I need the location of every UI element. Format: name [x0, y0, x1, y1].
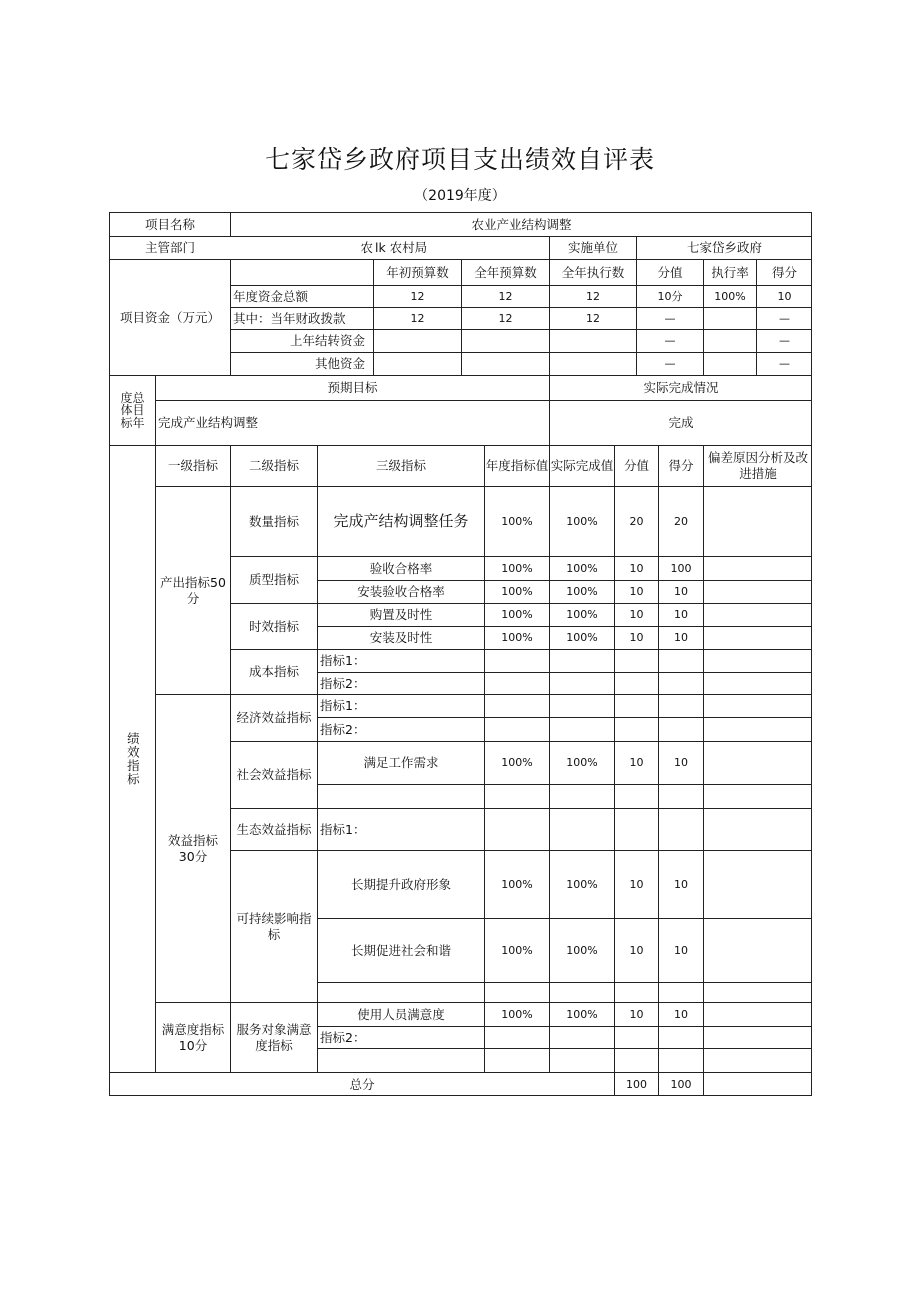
funds-value: — — [636, 329, 703, 352]
deviation-note — [703, 784, 812, 808]
score-value: 10 — [614, 580, 658, 603]
level3-indicator: 长期促进社会和谐 — [317, 918, 484, 982]
score-value — [614, 1026, 658, 1048]
funds-value — [549, 352, 636, 375]
actual-goal-label: 实际完成情况 — [549, 375, 812, 400]
level3-indicator: 完成产结构调整任务 — [317, 486, 484, 556]
score-value: 10 — [614, 556, 658, 580]
actual-value: 100% — [549, 580, 614, 603]
actual-value: 100% — [549, 918, 614, 982]
perf-header: 实际完成值 — [549, 445, 614, 486]
actual-goal-value: 完成 — [549, 400, 812, 445]
deviation-note — [703, 603, 812, 626]
score-value — [614, 717, 658, 741]
funds-value — [373, 329, 461, 352]
funds-value — [373, 352, 461, 375]
target-value: 100% — [484, 556, 549, 580]
got-value: 20 — [658, 486, 703, 556]
got-value: 10 — [658, 580, 703, 603]
deviation-note — [703, 672, 812, 694]
deviation-note — [703, 982, 812, 1002]
deviation-note — [703, 649, 812, 672]
level3-indicator — [317, 784, 484, 808]
perf-header: 二级指标 — [230, 445, 317, 486]
target-value: 100% — [484, 918, 549, 982]
actual-value — [549, 694, 614, 717]
deviation-note — [703, 741, 812, 784]
target-value — [484, 694, 549, 717]
actual-value — [549, 649, 614, 672]
target-value — [484, 982, 549, 1002]
deviation-note — [703, 850, 812, 918]
overall-goal-side-label: 度总体目标年 — [109, 375, 155, 445]
target-value — [484, 649, 549, 672]
expected-goal-label: 预期目标 — [155, 375, 549, 400]
got-value: 10 — [658, 603, 703, 626]
target-value: 100% — [484, 603, 549, 626]
funds-header: 全年执行数 — [549, 259, 636, 285]
level2-indicator: 服务对象满意度指标 — [230, 1002, 317, 1072]
level1-output: 产出指标50分 — [155, 486, 230, 694]
target-value — [484, 1026, 549, 1048]
score-value — [614, 982, 658, 1002]
score-value — [614, 649, 658, 672]
page-title: 七家岱乡政府项目支出绩效自评表 — [264, 145, 655, 174]
deviation-note — [703, 1002, 812, 1026]
funds-value: — — [636, 352, 703, 375]
target-value: 100% — [484, 741, 549, 784]
deviation-note — [703, 717, 812, 741]
actual-value: 100% — [549, 556, 614, 580]
project-name-label: 项目名称 — [109, 212, 230, 236]
target-value — [484, 808, 549, 850]
funds-value — [703, 307, 756, 329]
level3-indicator — [317, 982, 484, 1002]
funds-header: 分值 — [636, 259, 703, 285]
got-value — [658, 982, 703, 1002]
funds-value: 10 — [756, 285, 812, 307]
page-subtitle-year: （2019年度） — [414, 188, 506, 204]
level3-indicator: 指标1： — [317, 694, 484, 717]
level3-indicator: 安装验收合格率 — [317, 580, 484, 603]
target-value: 100% — [484, 850, 549, 918]
perf-header: 偏差原因分析及改进措施 — [703, 445, 812, 486]
got-value: 10 — [658, 918, 703, 982]
funds-header: 年初预算数 — [373, 259, 461, 285]
got-value: 10 — [658, 626, 703, 649]
actual-value — [549, 982, 614, 1002]
got-value — [658, 672, 703, 694]
score-value: 10 — [614, 626, 658, 649]
level3-indicator — [317, 1048, 484, 1072]
deviation-note — [703, 918, 812, 982]
total-note — [703, 1072, 812, 1096]
funds-value — [703, 352, 756, 375]
actual-value: 100% — [549, 603, 614, 626]
target-value — [484, 717, 549, 741]
deviation-note — [703, 1048, 812, 1072]
funds-value: — — [756, 352, 812, 375]
deviation-note — [703, 556, 812, 580]
funds-value: — — [756, 307, 812, 329]
score-value: 10 — [614, 918, 658, 982]
score-value — [614, 694, 658, 717]
impl-unit-value: 七家岱乡政府 — [636, 236, 812, 259]
deviation-note — [703, 486, 812, 556]
actual-value — [549, 1048, 614, 1072]
level2-indicator: 经济效益指标 — [230, 694, 317, 741]
funds-value: — — [636, 307, 703, 329]
level3-indicator: 指标2： — [317, 672, 484, 694]
score-value: 10 — [614, 603, 658, 626]
dept-value-a: 农 — [230, 236, 373, 259]
score-value: 10 — [614, 1002, 658, 1026]
actual-value: 100% — [549, 626, 614, 649]
target-value: 100% — [484, 1002, 549, 1026]
score-value — [614, 672, 658, 694]
funds-row-label: 其他资金 — [230, 352, 373, 375]
funds-value: — — [756, 329, 812, 352]
funds-value — [703, 329, 756, 352]
actual-value: 100% — [549, 1002, 614, 1026]
level3-indicator: 指标1： — [317, 649, 484, 672]
target-value — [484, 672, 549, 694]
level3-indicator: 验收合格率 — [317, 556, 484, 580]
score-value: 10 — [614, 850, 658, 918]
level2-indicator: 生态效益指标 — [230, 808, 317, 850]
funds-header: 执行率 — [703, 259, 756, 285]
target-value: 100% — [484, 580, 549, 603]
actual-value — [549, 717, 614, 741]
funds-value: 12 — [461, 285, 549, 307]
perf-header: 分值 — [614, 445, 658, 486]
got-value: 10 — [658, 741, 703, 784]
project-name-value: 农业产业结构调整 — [230, 212, 812, 236]
funds-value: 12 — [549, 285, 636, 307]
actual-value: 100% — [549, 741, 614, 784]
level3-indicator: 安装及时性 — [317, 626, 484, 649]
level2-indicator: 社会效益指标 — [230, 741, 317, 808]
got-value — [658, 1048, 703, 1072]
perf-header: 一级指标 — [155, 445, 230, 486]
deviation-note — [703, 580, 812, 603]
funds-label: 项目资金（万元） — [109, 259, 230, 375]
got-value — [658, 1026, 703, 1048]
got-value — [658, 717, 703, 741]
expected-goal-value: 完成产业结构调整 — [155, 400, 549, 445]
perf-header: 三级指标 — [317, 445, 484, 486]
level2-indicator: 数量指标 — [230, 486, 317, 556]
got-value: 10 — [658, 1002, 703, 1026]
funds-row-label: 上年结转资金 — [230, 329, 373, 352]
actual-value: 100% — [549, 850, 614, 918]
level3-indicator: 指标1： — [317, 808, 484, 850]
funds-value — [461, 352, 549, 375]
got-value: 100 — [658, 556, 703, 580]
funds-header-blank — [230, 259, 373, 285]
score-value: 10 — [614, 741, 658, 784]
total-label: 总分 — [109, 1072, 614, 1096]
level3-indicator: 购置及时性 — [317, 603, 484, 626]
funds-value: 12 — [373, 307, 461, 329]
actual-value — [549, 784, 614, 808]
actual-value — [549, 1026, 614, 1048]
dept-value-b: lk 农村局 — [373, 236, 549, 259]
perf-side-label: 绩效指标 — [109, 445, 155, 1072]
deviation-note — [703, 1026, 812, 1048]
funds-header: 全年预算数 — [461, 259, 549, 285]
got-value — [658, 784, 703, 808]
level3-indicator: 使用人员满意度 — [317, 1002, 484, 1026]
total-got: 100 — [658, 1072, 703, 1096]
actual-value — [549, 808, 614, 850]
level2-indicator: 成本指标 — [230, 649, 317, 694]
got-value — [658, 649, 703, 672]
funds-value: 12 — [549, 307, 636, 329]
score-value — [614, 808, 658, 850]
level3-indicator: 长期提升政府形象 — [317, 850, 484, 918]
funds-value: 100% — [703, 285, 756, 307]
perf-header: 年度指标值 — [484, 445, 549, 486]
deviation-note — [703, 808, 812, 850]
level2-indicator: 质型指标 — [230, 556, 317, 603]
target-value: 100% — [484, 486, 549, 556]
actual-value — [549, 672, 614, 694]
deviation-note — [703, 626, 812, 649]
level3-indicator: 满足工作需求 — [317, 741, 484, 784]
got-value — [658, 808, 703, 850]
score-value — [614, 784, 658, 808]
score-value — [614, 1048, 658, 1072]
level1-satisfaction: 满意度指标10分 — [155, 1002, 230, 1072]
level2-indicator: 可持续影响指标 — [230, 850, 317, 1002]
level3-indicator: 指标2： — [317, 717, 484, 741]
funds-value: 12 — [461, 307, 549, 329]
score-value: 20 — [614, 486, 658, 556]
funds-value: 12 — [373, 285, 461, 307]
level1-benefit: 效益指标30分 — [155, 694, 230, 1002]
dept-label: 主管部门 — [109, 236, 230, 259]
got-value: 10 — [658, 850, 703, 918]
funds-row-label: 其中：当年财政拨款 — [230, 307, 373, 329]
total-score: 100 — [614, 1072, 658, 1096]
perf-header: 得分 — [658, 445, 703, 486]
impl-unit-label: 实施单位 — [549, 236, 636, 259]
funds-value: 10分 — [636, 285, 703, 307]
level3-indicator: 指标2： — [317, 1026, 484, 1048]
funds-value — [549, 329, 636, 352]
funds-value — [461, 329, 549, 352]
actual-value: 100% — [549, 486, 614, 556]
got-value — [658, 694, 703, 717]
target-value — [484, 1048, 549, 1072]
deviation-note — [703, 694, 812, 717]
funds-row-label: 年度资金总额 — [230, 285, 373, 307]
target-value: 100% — [484, 626, 549, 649]
level2-indicator: 时效指标 — [230, 603, 317, 649]
funds-header: 得分 — [756, 259, 812, 285]
target-value — [484, 784, 549, 808]
